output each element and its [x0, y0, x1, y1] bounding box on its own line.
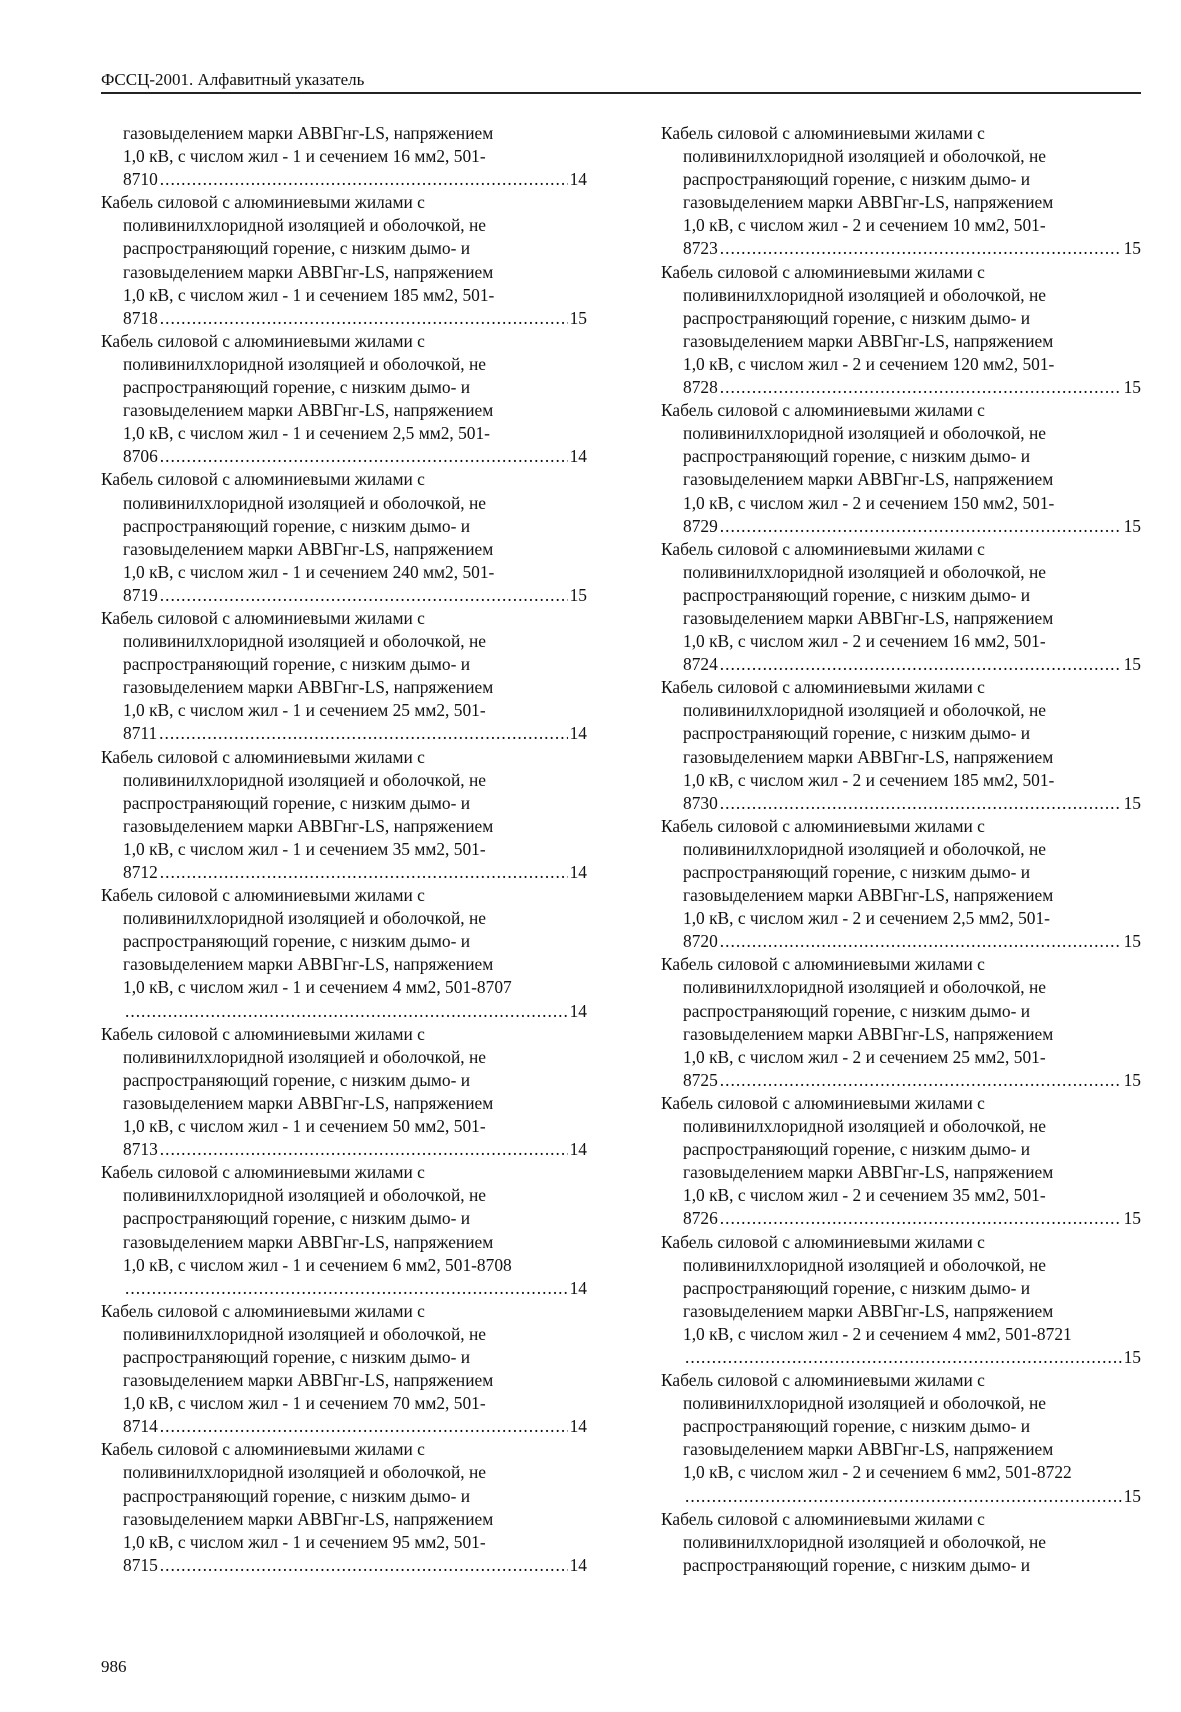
index-entry — [661, 1231, 1141, 1370]
entry-text-line: распространяющий горение, с низким дымо- и — [123, 377, 471, 398]
entry-text-line: 1,0 кВ, с числом жил - 1 и сечением 6 мм2, 501-8708 — [123, 1254, 512, 1275]
dot-leader — [160, 1138, 568, 1161]
entry-page-ref — [101, 1138, 587, 1161]
entry-text-line: газовыделением марки АВВГнг-LS, напряжением — [683, 192, 1054, 213]
dot-leader — [720, 1207, 1122, 1230]
entry-text-line: газовыделением марки АВВГнг-LS, напряжением — [683, 1439, 1054, 1460]
entry-text-line: 1,0 кВ, с числом жил - 1 и сечением 35 мм2, 501- — [123, 838, 486, 859]
entry-page-number: 14 — [569, 1416, 587, 1437]
entry-text-line: 1,0 кВ, с числом жил - 2 и сечением 25 мм2, 501- — [683, 1046, 1046, 1067]
entry-text-line: распространяющий горение, с низким дымо- и — [123, 792, 471, 813]
entry-text-line: Кабель силовой с алюминиевыми жилами с — [661, 1508, 985, 1529]
entry-text-line: газовыделением марки АВВГнг-LS, напряжением — [123, 1508, 494, 1529]
entry-page-number: 15 — [1123, 515, 1141, 536]
dot-leader — [160, 168, 568, 191]
entry-text-line: газовыделением марки АВВГнг-LS, напряжением — [683, 1162, 1054, 1183]
right-index-column — [661, 122, 1141, 1577]
entry-text-line: поливинилхлоридной изоляцией и оболочкой, не — [123, 908, 486, 929]
dot-leader — [720, 515, 1122, 538]
entry-page-ref — [101, 445, 587, 468]
entry-page-ref — [101, 722, 587, 745]
index-entry — [101, 1023, 587, 1162]
entry-page-ref — [661, 1207, 1141, 1230]
entry-text-line: газовыделением марки АВВГнг-LS, напряжением — [683, 885, 1054, 906]
entry-text-line: 1,0 кВ, с числом жил - 1 и сечением 185 мм2, 501- — [123, 284, 495, 305]
entry-text-line: распространяющий горение, с низким дымо- и — [123, 1485, 471, 1506]
entry-page-ref — [101, 861, 587, 884]
index-entry — [101, 884, 587, 1023]
index-entry — [661, 399, 1141, 538]
entry-text-line: Кабель силовой с алюминиевыми жилами с — [101, 746, 425, 767]
entry-text-line: 1,0 кВ, с числом жил - 1 и сечением 16 мм2, 501- — [123, 146, 486, 167]
entry-code: 8726 — [683, 1208, 718, 1229]
entry-page-ref — [661, 1485, 1141, 1508]
entry-text-line: распространяющий горение, с низким дымо- и — [123, 654, 471, 675]
entry-text-line: 1,0 кВ, с числом жил - 1 и сечением 70 мм2, 501- — [123, 1393, 486, 1414]
entry-text-line: поливинилхлоридной изоляцией и оболочкой, не — [683, 1531, 1046, 1552]
index-entry — [661, 1369, 1141, 1508]
entry-text-line: поливинилхлоридной изоляцией и оболочкой, не — [683, 284, 1046, 305]
entry-text-line: Кабель силовой с алюминиевыми жилами с — [101, 1300, 425, 1321]
entry-text-line: Кабель силовой с алюминиевыми жилами с — [101, 1162, 425, 1183]
entry-text-line: поливинилхлоридной изоляцией и оболочкой, не — [683, 977, 1046, 998]
entry-page-number: 14 — [569, 723, 587, 744]
entry-page-number: 15 — [569, 584, 587, 605]
dot-leader — [160, 861, 568, 884]
entry-text-line: Кабель силовой с алюминиевыми жилами с — [101, 469, 425, 490]
entry-page-ref — [661, 237, 1141, 260]
dot-leader — [160, 1415, 568, 1438]
entry-page-number: 15 — [1123, 1069, 1141, 1090]
entry-page-ref — [101, 307, 587, 330]
dot-leader — [720, 930, 1122, 953]
entry-text-line: поливинилхлоридной изоляцией и оболочкой, не — [123, 631, 486, 652]
entry-text-line: поливинилхлоридной изоляцией и оболочкой, не — [123, 769, 486, 790]
entry-text-line: поливинилхлоридной изоляцией и оболочкой, не — [123, 1185, 486, 1206]
entry-page-number: 14 — [569, 1554, 587, 1575]
entry-page-ref — [661, 1346, 1141, 1369]
entry-page-ref — [661, 376, 1141, 399]
entry-page-ref — [661, 930, 1141, 953]
entry-text-line: распространяющий горение, с низким дымо- и — [683, 307, 1031, 328]
entry-text-line: газовыделением марки АВВГнг-LS, напряжением — [123, 1092, 494, 1113]
entry-text-line: 1,0 кВ, с числом жил - 2 и сечением 6 мм2, 501-8722 — [683, 1462, 1072, 1483]
entry-text-line: 1,0 кВ, с числом жил - 2 и сечением 16 мм2, 501- — [683, 631, 1046, 652]
dot-leader — [125, 1277, 568, 1300]
entry-text-line: распространяющий горение, с низким дымо- и — [123, 238, 471, 259]
entry-text-line: Кабель силовой с алюминиевыми жилами с — [661, 1231, 985, 1252]
entry-text-line: распространяющий горение, с низким дымо- и — [683, 1139, 1031, 1160]
index-entry — [101, 191, 587, 330]
entry-text-line: Кабель силовой с алюминиевыми жилами с — [101, 1023, 425, 1044]
dot-leader — [160, 445, 568, 468]
entry-page-ref — [101, 1000, 587, 1023]
entry-text-line: 1,0 кВ, с числом жил - 1 и сечением 95 мм2, 501- — [123, 1531, 486, 1552]
entry-text-line: 1,0 кВ, с числом жил - 2 и сечением 35 мм2, 501- — [683, 1185, 1046, 1206]
entry-text-line: распространяющий горение, с низким дымо- и — [683, 862, 1031, 882]
entry-text-line: поливинилхлоридной изоляцией и оболочкой, не — [683, 423, 1046, 444]
entry-page-number: 14 — [569, 1000, 587, 1021]
entry-text-line: распространяющий горение, с низким дымо- и — [123, 931, 471, 952]
entry-text-line: Кабель силовой с алюминиевыми жилами с — [661, 815, 985, 836]
entry-code: 8720 — [683, 931, 718, 952]
entry-page-number: 14 — [569, 446, 587, 467]
entry-code: 8724 — [683, 654, 718, 675]
entry-page-number: 15 — [1123, 931, 1141, 952]
entry-page-ref — [661, 515, 1141, 538]
entry-text-line: газовыделением марки АВВГнг-LS, напряжением — [123, 954, 494, 975]
entry-text-line: поливинилхлоридной изоляцией и оболочкой, не — [683, 561, 1046, 582]
entry-text-line: газовыделением марки АВВГнг-LS, напряжением — [123, 815, 494, 836]
entry-text-line: Кабель силовой с алюминиевыми жилами с — [661, 400, 985, 421]
entry-text-line: газовыделением марки АВВГнг-LS, напряжением — [123, 677, 494, 698]
entry-text-line: распространяющий горение, с низким дымо- и — [123, 1346, 471, 1367]
entry-text-line: Кабель силовой с алюминиевыми жилами с — [661, 1092, 985, 1113]
entry-text-line: Кабель силовой с алюминиевыми жилами с — [101, 1439, 425, 1460]
entry-code: 8710 — [123, 169, 158, 190]
entry-text-line: 1,0 кВ, с числом жил - 1 и сечением 25 мм2, 501- — [123, 700, 486, 721]
entry-text-line: Кабель силовой с алюминиевыми жилами с — [661, 954, 985, 975]
entry-page-number: 15 — [1123, 238, 1141, 259]
entry-text-line: 1,0 кВ, с числом жил - 1 и сечением 240 мм2, 501- — [123, 561, 495, 582]
entry-text-line: 1,0 кВ, с числом жил - 1 и сечением 50 мм2, 501- — [123, 1116, 486, 1137]
index-entry — [101, 468, 587, 607]
entry-page-ref — [661, 792, 1141, 815]
entry-code: 8714 — [123, 1416, 158, 1437]
index-entry — [101, 1300, 587, 1439]
entry-text-line: поливинилхлоридной изоляцией и оболочкой, не — [683, 1254, 1046, 1275]
entry-page-number: 15 — [1123, 1208, 1141, 1229]
index-entry — [661, 953, 1141, 1092]
dot-leader — [720, 1069, 1122, 1092]
index-entry — [661, 1508, 1141, 1577]
entry-text-line: поливинилхлоридной изоляцией и оболочкой, не — [123, 353, 486, 374]
entry-page-number: 14 — [569, 169, 587, 190]
entry-text-line: поливинилхлоридной изоляцией и оболочкой, не — [683, 838, 1046, 859]
entry-text-line: Кабель силовой с алюминиевыми жилами с — [661, 123, 985, 143]
entry-page-number: 15 — [1123, 1346, 1141, 1367]
entry-code: 8725 — [683, 1069, 718, 1090]
entry-text-line: поливинилхлоридной изоляцией и оболочкой, не — [123, 1462, 486, 1483]
entry-page-number: 14 — [569, 1139, 587, 1160]
index-entry — [101, 607, 587, 746]
index-entry — [661, 261, 1141, 400]
entry-code: 8730 — [683, 792, 718, 813]
entry-text-line: поливинилхлоридной изоляцией и оболочкой, не — [683, 1116, 1046, 1137]
entry-code: 8719 — [123, 584, 158, 605]
entry-page-number: 15 — [1123, 792, 1141, 813]
dot-leader — [685, 1346, 1122, 1369]
entry-code: 8718 — [123, 307, 158, 328]
dot-leader — [160, 307, 568, 330]
entry-text-line: распространяющий горение, с низким дымо- и — [123, 515, 471, 536]
entry-page-ref — [101, 1415, 587, 1438]
entry-page-ref — [661, 1069, 1141, 1092]
entry-text-line: 1,0 кВ, с числом жил - 2 и сечением 185 мм2, 501- — [683, 769, 1055, 790]
entry-page-ref — [101, 1277, 587, 1300]
page-number: 986 — [101, 1657, 127, 1676]
entry-text-line: поливинилхлоридной изоляцией и оболочкой, не — [123, 1323, 486, 1344]
index-entry — [661, 1092, 1141, 1231]
index-entry — [101, 1438, 587, 1577]
entry-text-line: распространяющий горение, с низким дымо- и — [683, 1416, 1031, 1437]
entry-text-line: газовыделением марки АВВГнг-LS, напряжением — [683, 1023, 1054, 1044]
entry-text-line: газовыделением марки АВВГнг-LS, напряжением — [123, 400, 494, 421]
entry-text-line: 1,0 кВ, с числом жил - 1 и сечением 2,5 мм2, 501- — [123, 423, 490, 444]
entry-text-line: поливинилхлоридной изоляцией и оболочкой, не — [123, 1046, 486, 1067]
entry-text-line: распространяющий горение, с низким дымо- и — [123, 1069, 471, 1090]
index-entry — [101, 122, 587, 191]
index-entry — [101, 746, 587, 885]
entry-text-line: 1,0 кВ, с числом жил - 1 и сечением 4 мм2, 501-8707 — [123, 977, 512, 998]
index-entry — [101, 1161, 587, 1300]
entry-code: 8713 — [123, 1139, 158, 1160]
entry-code: 8711 — [123, 723, 158, 744]
entry-page-ref — [101, 1554, 587, 1577]
entry-text-line: распространяющий горение, с низким дымо- и — [683, 169, 1031, 190]
entry-text-line: газовыделением марки АВВГнг-LS, напряжением — [123, 1370, 494, 1391]
entry-page-ref — [661, 653, 1141, 676]
entry-code: 8706 — [123, 446, 158, 467]
dot-leader — [125, 1000, 568, 1023]
entry-text-line: 1,0 кВ, с числом жил - 2 и сечением 2,5 мм2, 501- — [683, 908, 1050, 929]
dot-leader — [720, 376, 1122, 399]
left-index-column — [101, 122, 587, 1577]
entry-text-line: поливинилхлоридной изоляцией и оболочкой, не — [123, 492, 486, 513]
entry-text-line: поливинилхлоридной изоляцией и оболочкой, не — [683, 146, 1046, 167]
entry-text-line: газовыделением марки АВВГнг-LS, напряжением — [683, 746, 1054, 767]
entry-text-line: поливинилхлоридной изоляцией и оболочкой, не — [683, 1393, 1046, 1414]
entry-page-number: 15 — [569, 307, 587, 328]
entry-text-line: 1,0 кВ, с числом жил - 2 и сечением 150 мм2, 501- — [683, 492, 1055, 513]
index-entry — [661, 815, 1141, 954]
entry-code: 8729 — [683, 515, 718, 536]
entry-text-line: газовыделением марки АВВГнг-LS, напряжением — [683, 1300, 1054, 1321]
entry-text-line: Кабель силовой с алюминиевыми жилами с — [661, 1370, 985, 1391]
entry-text-line: распространяющий горение, с низким дымо- и — [683, 723, 1031, 744]
index-entry — [661, 122, 1141, 261]
entry-text-line: распространяющий горение, с низким дымо- и — [123, 1208, 471, 1229]
entry-text-line: Кабель силовой с алюминиевыми жилами с — [661, 538, 985, 559]
entry-text-line: Кабель силовой с алюминиевыми жилами с — [101, 885, 425, 906]
dot-leader — [720, 653, 1122, 676]
dot-leader — [720, 237, 1122, 260]
entry-text-line: 1,0 кВ, с числом жил - 2 и сечением 10 мм2, 501- — [683, 215, 1046, 236]
entry-text-line: 1,0 кВ, с числом жил - 2 и сечением 4 мм2, 501-8721 — [683, 1323, 1072, 1344]
entry-code: 8712 — [123, 862, 158, 882]
entry-text-line: Кабель силовой с алюминиевыми жилами с — [661, 677, 985, 698]
index-entry — [101, 330, 587, 469]
entry-text-line: распространяющий горение, с низким дымо- и — [683, 1554, 1031, 1575]
entry-page-number: 14 — [569, 862, 587, 882]
entry-text-line: газовыделением марки АВВГнг-LS, напряжением — [123, 123, 494, 143]
entry-text-line: газовыделением марки АВВГнг-LS, напряжением — [683, 607, 1054, 628]
entry-text-line: Кабель силовой с алюминиевыми жилами с — [101, 192, 425, 213]
entry-code: 8723 — [683, 238, 718, 259]
entry-code: 8715 — [123, 1554, 158, 1575]
running-header: ФССЦ-2001. Алфавитный указатель — [101, 70, 1141, 94]
entry-text-line: распространяющий горение, с низким дымо- и — [683, 446, 1031, 467]
entry-text-line: Кабель силовой с алюминиевыми жилами с — [101, 607, 425, 628]
entry-text-line: газовыделением марки АВВГнг-LS, напряжением — [683, 469, 1054, 490]
dot-leader — [159, 722, 567, 745]
entry-text-line: газовыделением марки АВВГнг-LS, напряжением — [123, 1231, 494, 1252]
entry-text-line: распространяющий горение, с низким дымо- и — [683, 1000, 1031, 1021]
entry-text-line: газовыделением марки АВВГнг-LS, напряжением — [123, 261, 494, 282]
entry-text-line: газовыделением марки АВВГнг-LS, напряжением — [123, 538, 494, 559]
entry-page-number: 15 — [1123, 654, 1141, 675]
entry-page-number: 15 — [1123, 377, 1141, 398]
entry-text-line: Кабель силовой с алюминиевыми жилами с — [661, 261, 985, 282]
entry-page-number: 15 — [1123, 1485, 1141, 1506]
index-entry — [661, 538, 1141, 677]
entry-page-number: 14 — [569, 1277, 587, 1298]
entry-text-line: 1,0 кВ, с числом жил - 2 и сечением 120 мм2, 501- — [683, 353, 1055, 374]
entry-text-line: газовыделением марки АВВГнг-LS, напряжением — [683, 330, 1054, 351]
index-entry — [661, 676, 1141, 815]
dot-leader — [160, 1554, 568, 1577]
entry-text-line: поливинилхлоридной изоляцией и оболочкой, не — [123, 215, 486, 236]
entry-text-line: Кабель силовой с алюминиевыми жилами с — [101, 330, 425, 351]
entry-text-line: поливинилхлоридной изоляцией и оболочкой, не — [683, 700, 1046, 721]
dot-leader — [160, 584, 568, 607]
entry-text-line: распространяющий горение, с низким дымо- и — [683, 584, 1031, 605]
dot-leader — [685, 1485, 1122, 1508]
entry-page-ref — [101, 584, 587, 607]
entry-code: 8728 — [683, 377, 718, 398]
entry-text-line: распространяющий горение, с низким дымо- и — [683, 1277, 1031, 1298]
entry-page-ref — [101, 168, 587, 191]
dot-leader — [720, 792, 1122, 815]
